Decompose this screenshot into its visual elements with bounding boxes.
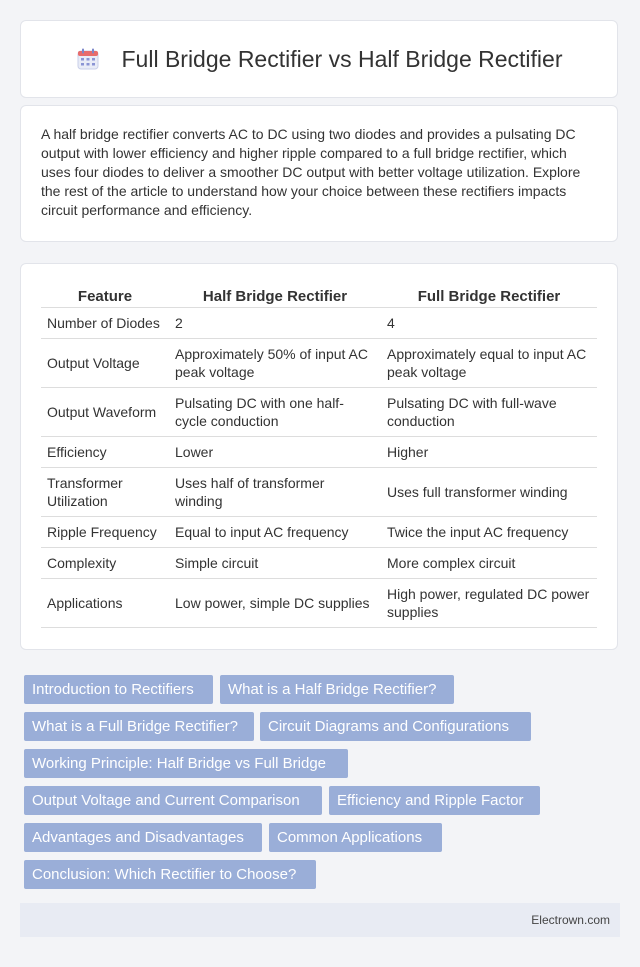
table-cell: Transformer Utilization (41, 468, 169, 517)
footer-site: Electrown.com (531, 913, 610, 927)
table-cell: Approximately 50% of input AC peak voltage (169, 339, 381, 388)
tag-what-is-full-bridge[interactable]: What is a Full Bridge Rectifier? (24, 712, 254, 741)
table-row (41, 468, 597, 517)
table-cell: Ripple Frequency (41, 517, 169, 548)
table-cell: Pulsating DC with one half-cycle conduction (169, 388, 381, 437)
table-cell: Output Waveform (41, 388, 169, 437)
table-cell: 4 (381, 308, 597, 339)
table-header-row (41, 284, 597, 308)
table-cell: Equal to input AC frequency (169, 517, 381, 548)
table-header: Full Bridge Rectifier (381, 284, 597, 308)
tag-efficiency-ripple[interactable]: Efficiency and Ripple Factor (329, 786, 540, 815)
tag-conclusion[interactable]: Conclusion: Which Rectifier to Choose? (24, 860, 316, 889)
tag-working-principle[interactable]: Working Principle: Half Bridge vs Full Bridge (24, 749, 348, 778)
table-cell: Simple circuit (169, 548, 381, 579)
tag-common-applications[interactable]: Common Applications (269, 823, 442, 852)
table-cell: Lower (169, 437, 381, 468)
intro-card (20, 105, 618, 242)
table-header: Feature (41, 284, 169, 308)
table-cell: 2 (169, 308, 381, 339)
table-cell: Pulsating DC with full-wave conduction (381, 388, 597, 437)
tag-circuit-diagrams[interactable]: Circuit Diagrams and Configurations (260, 712, 531, 741)
footer (20, 903, 620, 937)
table-cell: Complexity (41, 548, 169, 579)
comparison-table (41, 284, 597, 628)
table-cell: Number of Diodes (41, 308, 169, 339)
table-row (41, 579, 597, 628)
tag-advantages-disadvantages[interactable]: Advantages and Disadvantages (24, 823, 262, 852)
header-card (20, 20, 618, 98)
comparison-table-card (20, 263, 618, 650)
table-row (41, 388, 597, 437)
table-row (41, 548, 597, 579)
table-row (41, 517, 597, 548)
calendar-icon (76, 47, 100, 71)
table-cell: Approximately equal to input AC peak voltage (381, 339, 597, 388)
table-cell: More complex circuit (381, 548, 597, 579)
table-row (41, 308, 597, 339)
tag-output-voltage-comparison[interactable]: Output Voltage and Current Comparison (24, 786, 322, 815)
table-cell: Uses half of transformer winding (169, 468, 381, 517)
tag-what-is-half-bridge[interactable]: What is a Half Bridge Rectifier? (220, 675, 454, 704)
table-cell: Higher (381, 437, 597, 468)
table-cell: Output Voltage (41, 339, 169, 388)
table-cell: Efficiency (41, 437, 169, 468)
table-cell: Uses full transformer winding (381, 468, 597, 517)
table-cell: Applications (41, 579, 169, 628)
table-cell: High power, regulated DC power supplies (381, 579, 597, 628)
table-row (41, 339, 597, 388)
intro-text: A half bridge rectifier converts AC to DC using two diodes and provides a pulsating DC output with lower efficiency and higher ripple compared to a full bridge rectifier, which uses four diodes to deliver a smoother DC output with better voltage utilization. Explore the rest of the article to understand how your choice between these rectifiers impacts circuit performance and efficiency. (41, 126, 581, 218)
table-cell: Low power, simple DC supplies (169, 579, 381, 628)
table-header: Half Bridge Rectifier (169, 284, 381, 308)
tag-introduction-to-rectifiers[interactable]: Introduction to Rectifiers (24, 675, 213, 704)
page-title: Full Bridge Rectifier vs Half Bridge Rectifier (121, 45, 563, 72)
table-cell: Twice the input AC frequency (381, 517, 597, 548)
table-row (41, 437, 597, 468)
